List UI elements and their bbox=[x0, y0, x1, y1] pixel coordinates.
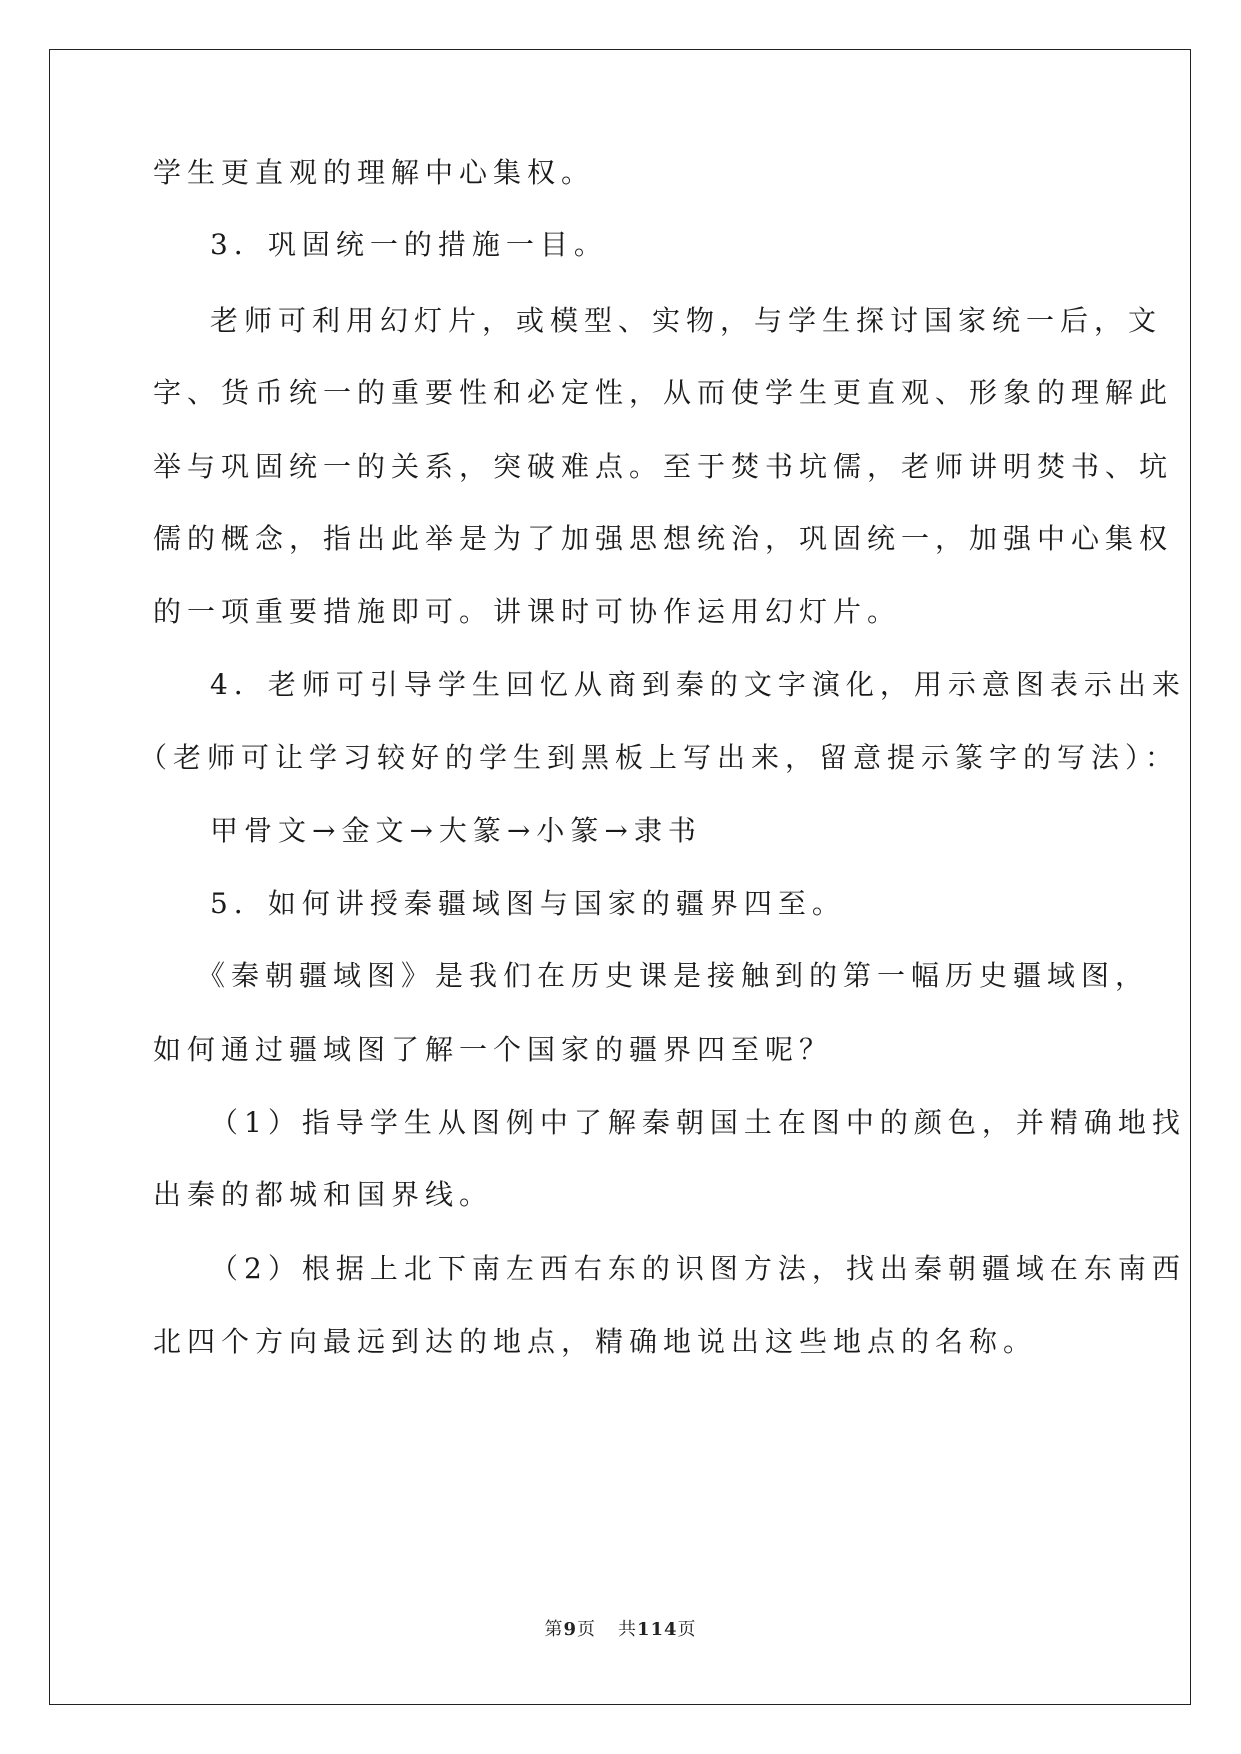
text-line: 3．巩固统一的措施一目。 bbox=[210, 228, 608, 261]
text-line: 的一项重要措施即可。讲课时可协作运用幻灯片。 bbox=[153, 595, 902, 628]
text-line: 出秦的都城和国界线。 bbox=[153, 1178, 494, 1211]
page-prefix: 第 bbox=[544, 1619, 564, 1640]
text-line: 举与巩固统一的关系，突破难点。至于焚书坑儒，老师讲明焚书、坑 bbox=[153, 450, 1174, 483]
page-footer bbox=[0, 1615, 1241, 1641]
page-border bbox=[49, 49, 1191, 1705]
page-number: 9 bbox=[563, 1619, 577, 1640]
total-prefix: 共 bbox=[617, 1619, 637, 1640]
text-line: 儒的概念，指出此举是为了加强思想统治，巩固统一，加强中心集权 bbox=[153, 522, 1174, 555]
text-line: 北四个方向最远到达的地点，精确地说出这些地点的名称。 bbox=[153, 1325, 1038, 1358]
text-line: （老师可让学习较好的学生到黑板上写出来，留意提示篆字的写法）： bbox=[139, 741, 1180, 774]
text-line: 老师可利用幻灯片，或模型、实物，与学生探讨国家统一后，文 bbox=[210, 304, 1163, 337]
text-line: 字、货币统一的重要性和必定性，从而使学生更直观、形象的理解此 bbox=[153, 376, 1174, 409]
text-line: 4．老师可引导学生回忆从商到秦的文字演化，用示意图表示出来 bbox=[210, 668, 1186, 701]
text-line: 5．如何讲授秦疆域图与国家的疆界四至。 bbox=[210, 887, 846, 920]
total-suffix: 页 bbox=[677, 1619, 697, 1640]
text-line: （2）根据上北下南左西右东的识图方法，找出秦朝疆域在东南西 bbox=[210, 1252, 1186, 1285]
text-line: 甲骨文→金文→大篆→小篆→隶书 bbox=[210, 814, 702, 847]
text-line: 学生更直观的理解中心集权。 bbox=[153, 156, 596, 189]
text-line: 《秦朝疆域图》是我们在历史课是接触到的第一幅历史疆域图， bbox=[197, 959, 1150, 992]
page-suffix: 页 bbox=[576, 1619, 596, 1640]
total-pages: 114 bbox=[636, 1619, 678, 1640]
text-line: 如何通过疆域图了解一个国家的疆界四至呢？ bbox=[153, 1033, 834, 1066]
text-line: （1）指导学生从图例中了解秦朝国土在图中的颜色，并精确地找 bbox=[210, 1106, 1186, 1139]
